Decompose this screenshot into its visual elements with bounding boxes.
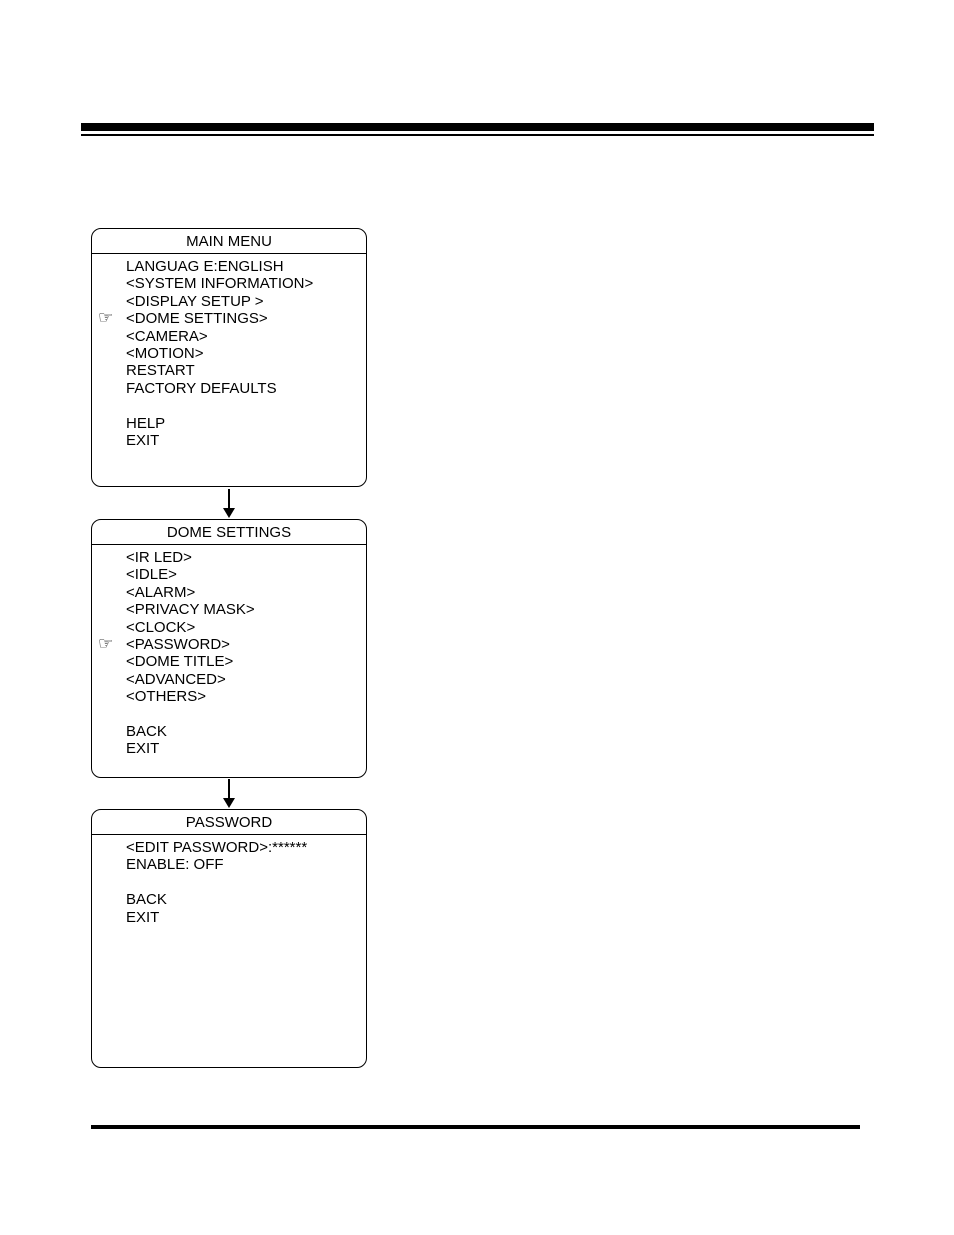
pointing-hand-icon: ☞ <box>98 633 114 654</box>
menu-item[interactable] <box>92 601 366 618</box>
menu-item[interactable] <box>92 275 366 292</box>
menu-item-label: <ALARM> <box>126 583 196 601</box>
main-menu-box <box>91 228 367 487</box>
menu-item[interactable] <box>92 688 366 705</box>
menu-spacer <box>92 397 366 414</box>
menu-item-label: RESTART <box>126 362 195 380</box>
menu-list <box>92 254 366 449</box>
menu-item-label: FACTORY DEFAULTS <box>126 379 277 397</box>
menu-item-label: <EDIT PASSWORD>:****** <box>126 839 308 856</box>
menu-item[interactable] <box>92 380 366 397</box>
menu-item-label: <CAMERA> <box>126 327 208 345</box>
menu-item-label: EXIT <box>126 740 160 758</box>
menu-item[interactable] <box>92 839 366 856</box>
menu-item-label: <DOME SETTINGS> <box>126 310 268 328</box>
menu-item[interactable] <box>92 891 366 908</box>
menu-spacer <box>92 706 366 723</box>
menu-item-label: <PASSWORD> <box>126 635 230 653</box>
menu-item-label: <DOME TITLE> <box>126 653 234 671</box>
pointing-hand-icon: ☞ <box>98 308 114 329</box>
menu-title: PASSWORD <box>92 810 366 835</box>
menu-item[interactable] <box>92 671 366 688</box>
menu-item-label: EXIT <box>126 908 160 926</box>
menu-item-label: <ADVANCED> <box>126 670 226 688</box>
menu-item[interactable] <box>92 345 366 362</box>
menu-item-label: <IDLE> <box>126 566 177 584</box>
dome-settings-menu-box <box>91 519 367 778</box>
menu-item[interactable] <box>92 362 366 379</box>
menu-item[interactable] <box>92 328 366 345</box>
menu-item[interactable] <box>92 566 366 583</box>
menu-item-label: <IR LED> <box>126 549 192 566</box>
menu-list <box>92 545 366 758</box>
menu-item-label: <SYSTEM INFORMATION> <box>126 275 314 293</box>
footer-rule <box>91 1125 860 1129</box>
menu-item[interactable] <box>92 619 366 636</box>
menu-item-label: EXIT <box>126 431 160 449</box>
menu-item[interactable] <box>92 432 366 449</box>
menu-item[interactable] <box>92 909 366 926</box>
menu-item[interactable] <box>92 653 366 670</box>
menu-item[interactable] <box>92 740 366 757</box>
menu-item-label: <CLOCK> <box>126 618 196 636</box>
menu-item[interactable] <box>92 723 366 740</box>
menu-item[interactable] <box>92 633 366 654</box>
menu-item-label: ENABLE: OFF <box>126 856 224 874</box>
menu-item[interactable] <box>92 258 366 275</box>
menu-item[interactable] <box>92 415 366 432</box>
menu-title: MAIN MENU <box>92 229 366 254</box>
menu-item-label: LANGUAG E:ENGLISH <box>126 258 284 275</box>
menu-item-label: HELP <box>126 414 166 432</box>
menu-item-label: <MOTION> <box>126 344 204 362</box>
menu-item[interactable] <box>92 584 366 601</box>
menu-item-label: <OTHERS> <box>126 688 207 706</box>
menu-item[interactable] <box>92 293 366 310</box>
menu-list <box>92 835 366 926</box>
menu-item[interactable] <box>92 310 366 327</box>
header-rule-thin <box>81 134 874 136</box>
menu-item-label: BACK <box>126 891 167 909</box>
password-menu-box <box>91 809 367 1068</box>
menu-item[interactable] <box>92 856 366 873</box>
flow-arrow <box>219 779 239 809</box>
menu-item[interactable] <box>92 549 366 566</box>
menu-title: DOME SETTINGS <box>92 520 366 545</box>
flow-arrow <box>219 489 239 519</box>
menu-item-label: <PRIVACY MASK> <box>126 601 255 619</box>
menu-item-label: BACK <box>126 722 167 740</box>
header-rule-thick <box>81 123 874 131</box>
menu-spacer <box>92 874 366 891</box>
menu-item-label: <DISPLAY SETUP > <box>126 292 264 310</box>
